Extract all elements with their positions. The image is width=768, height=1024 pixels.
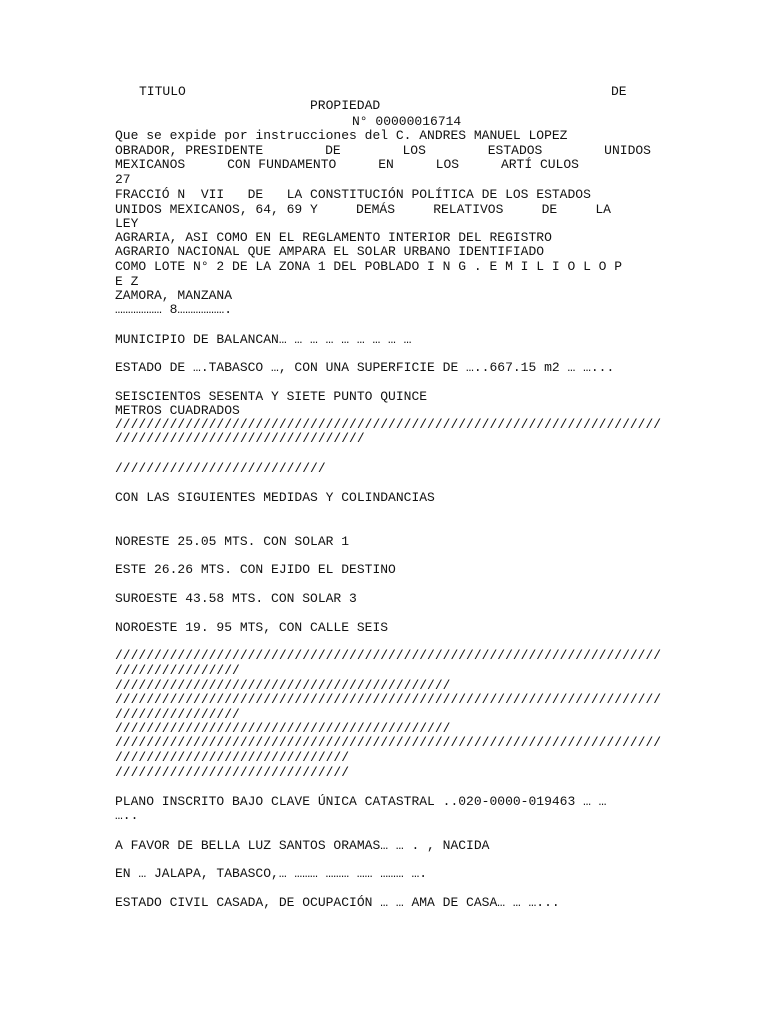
intro-l6-w3: RELATIVOS — [433, 202, 504, 217]
intro-l3-w5: ARTÍ CULOS — [500, 157, 579, 172]
intro-line-8: AGRARIA, ASI COMO EN EL REGLAMENTO INTERIOR DEL REGISTRO — [115, 230, 552, 245]
superficie-letra-line-1: SEISCIENTOS SESENTA Y SIETE PUNTO QUINCE — [115, 389, 428, 404]
slash-filler-a2: //////////////////////////////// — [115, 431, 365, 446]
slash-filler-a1: ////////////////////////////////////////////////////////////////////// — [115, 417, 662, 432]
intro-l2-w2: DE — [325, 143, 341, 158]
intro-line-2 — [115, 143, 651, 158]
intro-l3-w4: LOS — [435, 157, 460, 172]
intro-line-10: COMO LOTE N° 2 DE LA ZONA 1 DEL POBLADO I N G . E M I L I O L O P — [115, 259, 623, 274]
colindancias-header: CON LAS SIGUIENTES MEDIDAS Y COLINDANCIAS — [115, 490, 435, 505]
intro-l3-w1: MEXICANOS — [115, 157, 186, 172]
slash-filler-c1: ////////////////////////////////////////////////////////////////////// — [115, 648, 662, 663]
title-number: N° 00000016714 — [352, 114, 462, 129]
slash-filler-c3: /////////////////////////////////////////// — [115, 678, 451, 693]
estado-civil-line: ESTADO CIVIL CASADA, DE OCUPACIÓN … … AMA DE CASA… … …... — [115, 895, 560, 910]
intro-line-5: FRACCIÓ N VII DE LA CONSTITUCIÓN POLÍTICA DE LOS ESTADOS — [115, 187, 591, 202]
title-word-titulo: TITULO — [139, 84, 186, 99]
intro-l2-w4: ESTADOS — [487, 143, 543, 158]
slash-filler-c8: ////////////////////////////// — [115, 750, 350, 765]
superficie-letra-line-2: METROS CUADRADOS — [115, 403, 240, 418]
intro-l6-w1: UNIDOS MEXICANOS, 64, 69 Y — [115, 202, 318, 217]
intro-l6-w4: DE — [541, 202, 558, 217]
intro-line-11: E Z — [115, 274, 139, 289]
slash-filler-c9: ////////////////////////////// — [115, 765, 350, 780]
title-word-propiedad: PROPIEDAD — [310, 98, 381, 113]
intro-l6-w2: DEMÁS — [356, 202, 396, 217]
intro-l2-w1: OBRADOR, PRESIDENTE — [115, 143, 264, 158]
estado-line: ESTADO DE ….TABASCO …, CON UNA SUPERFICIE DE …..667.15 m2 … …... — [115, 360, 615, 375]
plano-line-1: PLANO INSCRITO BAJO CLAVE ÚNICA CATASTRAL ..020-0000-019463 … … — [115, 794, 607, 809]
intro-line-7: LEY — [115, 216, 139, 231]
title-word-de: DE — [611, 84, 627, 99]
intro-line-9: AGRARIO NACIONAL QUE AMPARA EL SOLAR URBANO IDENTIFIADO — [115, 244, 545, 259]
municipio-line: MUNICIPIO DE BALANCAN… … … … … … … … … — [115, 332, 412, 347]
slash-filler-c7: ////////////////////////////////////////////////////////////////////// — [115, 735, 662, 750]
lugar-nacimiento-line: EN … JALAPA, TABASCO,… ……… ……… …… ……… …. — [115, 866, 428, 881]
medida-este: ESTE 26.26 MTS. CON EJIDO EL DESTINO — [115, 562, 396, 577]
intro-l2-w5: UNIDOS — [604, 143, 651, 158]
slash-filler-c2: //////////////// — [115, 663, 240, 678]
medida-suroeste: SUROESTE 43.58 MTS. CON SOLAR 3 — [115, 591, 357, 606]
intro-l2-w3: LOS — [402, 143, 426, 158]
intro-line-3 — [115, 157, 579, 172]
plano-line-2: ….. — [115, 808, 139, 823]
slash-filler-c6: /////////////////////////////////////////// — [115, 721, 451, 736]
medida-noroeste: NOROESTE 19. 95 MTS, CON CALLE SEIS — [115, 620, 389, 635]
intro-line-13: ……………… 8………………. — [115, 302, 233, 317]
slash-filler-c4: ////////////////////////////////////////////////////////////////////// — [115, 692, 662, 707]
slash-filler-c5: //////////////// — [115, 707, 240, 722]
intro-line-1: Que se expide por instrucciones del C. ANDRES MANUEL LOPEZ — [115, 128, 568, 143]
intro-line-6 — [115, 202, 611, 217]
favor-line: A FAVOR DE BELLA LUZ SANTOS ORAMAS… … . , NACIDA — [115, 838, 490, 853]
intro-l3-w3: EN — [378, 157, 394, 172]
slash-filler-b: /////////////////////////// — [115, 461, 326, 476]
intro-line-12: ZAMORA, MANZANA — [115, 288, 233, 303]
intro-l6-w5: LA — [595, 202, 611, 217]
intro-l3-w2: CON FUNDAMENTO — [227, 157, 337, 172]
intro-line-4: 27 — [115, 172, 131, 187]
medida-noreste: NORESTE 25.05 MTS. CON SOLAR 1 — [115, 534, 350, 549]
